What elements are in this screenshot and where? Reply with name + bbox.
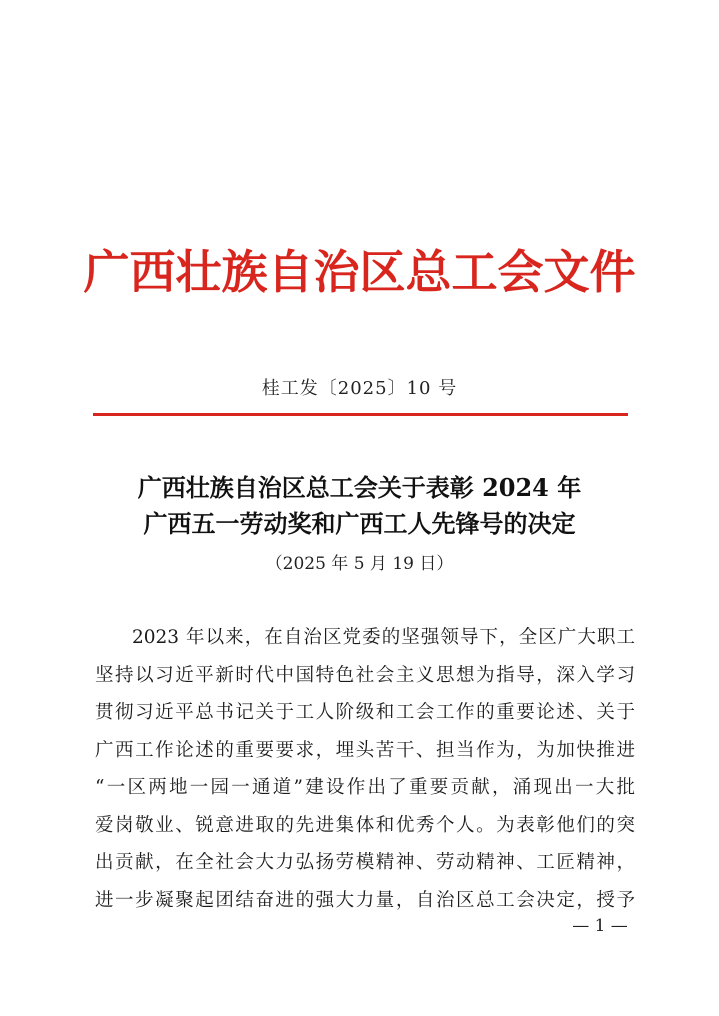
body-line: 2023 年以来，在自治区党委的坚强领导下，全区广大职工 [132, 627, 635, 648]
document-title [0, 470, 719, 542]
body-line: 贯彻习近平总书记关于工人阶级和工会工作的重要论述、关于 [95, 702, 635, 723]
body-line: 广西工作论述的重要要求，埋头苦干、担当作为，为加快推进 [95, 739, 635, 761]
body-line: 进一步凝聚起团结奋进的强大力量，自治区总工会决定，授予 [95, 889, 635, 911]
document-number: 桂工发〔2025〕10 号 [261, 378, 458, 399]
body-line: “一区两地一园一通道”建设作出了重要贡献，涌现出一大批 [95, 777, 635, 798]
issuer-header-title: 广西壮族自治区总工会文件 [83, 245, 636, 299]
document-title-line-2: 广西五一劳动奖和广西工人先锋号的决定 [143, 509, 576, 538]
document-title-line-1: 广西壮族自治区总工会关于表彰 2024 年 [137, 473, 582, 502]
page-number: — 1 — [572, 916, 628, 936]
document-body [95, 619, 635, 919]
body-line: 出贡献，在全社会大力弘扬劳模精神、劳动精神、工匠精神， [95, 852, 635, 873]
red-divider-line [93, 413, 628, 416]
body-line: 坚持以习近平新时代中国特色社会主义思想为指导，深入学习 [95, 664, 635, 686]
body-line: 爱岗敬业、锐意进取的先进集体和优秀个人。为表彰他们的突 [95, 814, 635, 836]
document-date: （2025 年 5 月 19 日） [265, 554, 454, 574]
